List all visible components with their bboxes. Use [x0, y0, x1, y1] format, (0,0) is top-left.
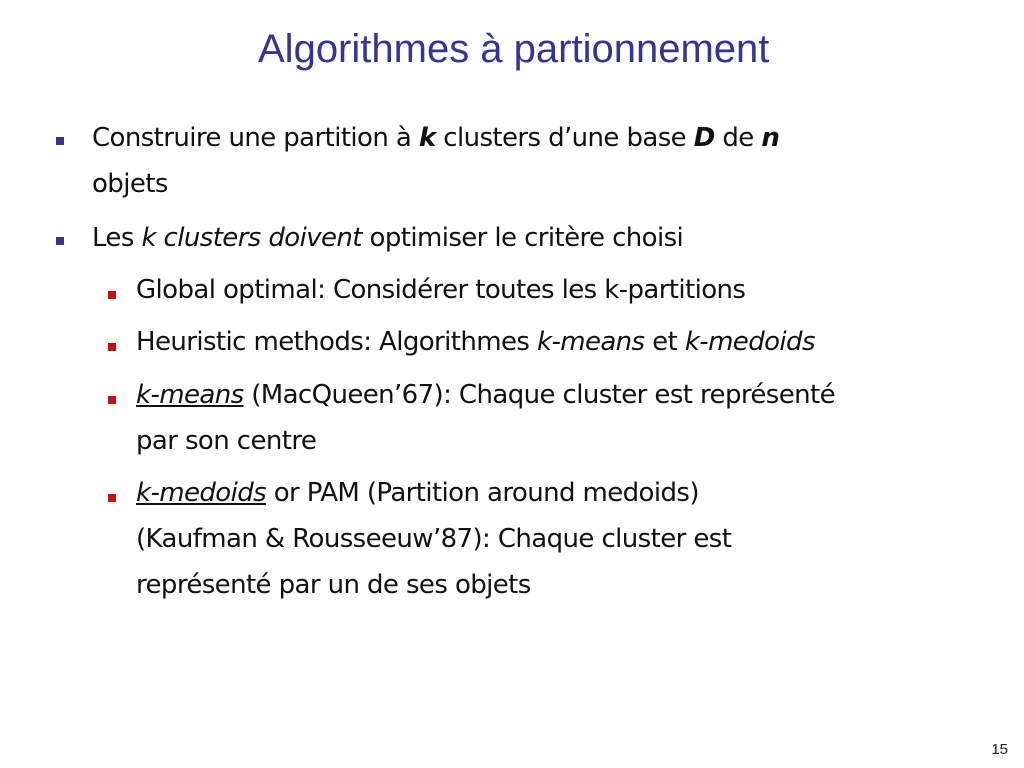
sub-bullet-marker-4	[108, 494, 116, 502]
bullet-1-text-a: Construire une partition à	[92, 123, 419, 153]
bullet-1-n: n	[761, 123, 780, 153]
sub-bullet-2-kmeans: k-means	[536, 327, 645, 357]
sub-bullet-2-line-1	[136, 319, 815, 365]
bullet-1-text-b: clusters d’une base	[435, 123, 694, 153]
sub-bullet-3-line-2: par son centre	[136, 426, 317, 456]
slide-title: Algorithmes à partionnement	[258, 27, 770, 71]
page-number: 15	[991, 741, 1008, 758]
bullet-1-line-2: objets	[92, 169, 168, 199]
bullet-1-line-1	[92, 115, 779, 161]
sub-bullet-3-text-a: (MacQueen’67): Chaque cluster est représenté	[243, 380, 835, 410]
sub-bullet-4-line-2: (Kaufman & Rousseeuw’87): Chaque cluster est	[136, 524, 732, 554]
bullet-2-text-a: Les	[92, 223, 142, 253]
sub-bullet-marker-2	[108, 343, 116, 351]
sub-bullet-4-line-3: représenté par un de ses objets	[136, 570, 531, 600]
sub-bullet-2-kmedoids: k-medoids	[684, 327, 815, 357]
sub-bullet-marker-3	[108, 396, 116, 404]
sub-bullet-2-text-a: Heuristic methods: Algorithmes	[136, 327, 537, 357]
sub-bullet-4-text-a: or PAM (Partition around medoids)	[266, 478, 699, 508]
sub-bullet-3-line-1	[136, 372, 835, 418]
sub-bullet-1-line-1: Global optimal: Considérer toutes les k-partitions	[136, 275, 746, 305]
bullet-1-k: k	[418, 123, 436, 153]
sub-bullet-3-kmeans: k-means	[136, 380, 244, 410]
bullet-1-D: D	[693, 123, 715, 153]
sub-bullet-4-line-1	[136, 470, 699, 516]
bullet-1-text-c: de	[714, 123, 762, 153]
bullet-2-text-b: optimiser le critère choisi	[361, 223, 684, 253]
sub-bullet-4-kmedoids: k-medoids	[136, 478, 267, 508]
bullet-2-line-1	[92, 215, 683, 261]
sub-bullet-2-text-b: et	[644, 327, 685, 357]
bullet-marker-1	[56, 137, 64, 145]
bullet-marker-2	[56, 237, 64, 245]
bullet-2-italic: k clusters doivent	[141, 223, 362, 253]
sub-bullet-marker-1	[108, 291, 116, 299]
